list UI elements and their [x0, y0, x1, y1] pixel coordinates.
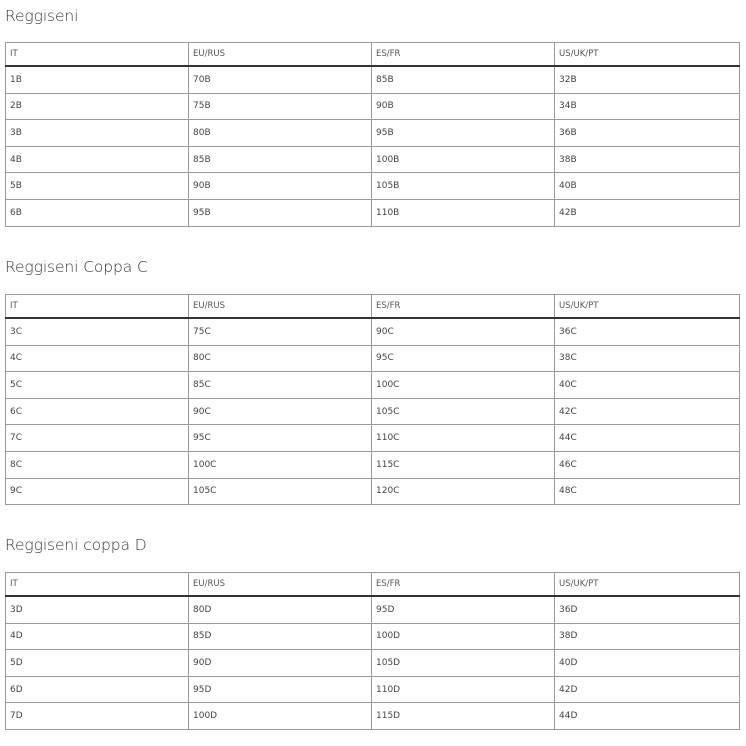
table-row [6, 199, 740, 226]
header-es-fr: ES/FR [372, 295, 555, 319]
header-es-fr: ES/FR [372, 43, 555, 67]
cell: 3B [6, 120, 189, 147]
cell: 115C [372, 451, 555, 478]
section-title: Reggiseni coppa D [5, 536, 147, 554]
cell: 2B [6, 93, 189, 120]
cell: 100C [372, 372, 555, 399]
table-row [6, 703, 740, 730]
header-us-uk-pt: US/UK/PT [555, 573, 740, 597]
cell: 7D [6, 703, 189, 730]
cell: 85B [372, 66, 555, 93]
table-row [6, 398, 740, 425]
cell: 75C [189, 318, 372, 345]
cell: 80C [189, 345, 372, 372]
table-row [6, 66, 740, 93]
cell: 36D [555, 596, 740, 623]
table-row [6, 93, 740, 120]
header-eu-rus: EU/RUS [189, 573, 372, 597]
cell: 70B [189, 66, 372, 93]
cell: 85D [189, 623, 372, 650]
cell: 95B [372, 120, 555, 147]
table-row [6, 623, 740, 650]
header-es-fr: ES/FR [372, 573, 555, 597]
cell: 95B [189, 199, 372, 226]
table-header-row [6, 295, 740, 319]
table-row [6, 318, 740, 345]
cell: 42D [555, 676, 740, 703]
cell: 8C [6, 451, 189, 478]
cell: 105B [372, 173, 555, 200]
cell: 6C [6, 398, 189, 425]
cell: 90B [372, 93, 555, 120]
cell: 110B [372, 199, 555, 226]
cell: 38C [555, 345, 740, 372]
cell: 9C [6, 478, 189, 505]
header-us-uk-pt: US/UK/PT [555, 295, 740, 319]
cell: 120C [372, 478, 555, 505]
cell: 36C [555, 318, 740, 345]
cell: 42C [555, 398, 740, 425]
cell: 110C [372, 425, 555, 452]
cell: 100C [189, 451, 372, 478]
cell: 36B [555, 120, 740, 147]
table-row [6, 146, 740, 173]
cell: 42B [555, 199, 740, 226]
table-row [6, 345, 740, 372]
size-section-c [5, 257, 740, 497]
cell: 80D [189, 596, 372, 623]
cell: 95C [189, 425, 372, 452]
cell: 110D [372, 676, 555, 703]
cell: 1B [6, 66, 189, 93]
section-title: Reggiseni [5, 7, 79, 25]
size-section-d [5, 535, 740, 722]
cell: 95D [372, 596, 555, 623]
cell: 44C [555, 425, 740, 452]
size-section-b [5, 6, 740, 218]
section-title: Reggiseni Coppa C [5, 258, 148, 276]
table-row [6, 173, 740, 200]
cell: 5B [6, 173, 189, 200]
cell: 5C [6, 372, 189, 399]
cell: 75B [189, 93, 372, 120]
cell: 46C [555, 451, 740, 478]
table-header-row [6, 43, 740, 67]
header-it: IT [6, 43, 189, 67]
cell: 105C [372, 398, 555, 425]
cell: 38D [555, 623, 740, 650]
cell: 40B [555, 173, 740, 200]
cell: 3C [6, 318, 189, 345]
cell: 44D [555, 703, 740, 730]
cell: 115D [372, 703, 555, 730]
cell: 3D [6, 596, 189, 623]
cell: 100D [372, 623, 555, 650]
table-row [6, 120, 740, 147]
cell: 6D [6, 676, 189, 703]
cell: 34B [555, 93, 740, 120]
cell: 90C [189, 398, 372, 425]
cell: 7C [6, 425, 189, 452]
cell: 4B [6, 146, 189, 173]
cell: 38B [555, 146, 740, 173]
header-it: IT [6, 295, 189, 319]
header-it: IT [6, 573, 189, 597]
header-eu-rus: EU/RUS [189, 43, 372, 67]
cell: 5D [6, 650, 189, 677]
cell: 85C [189, 372, 372, 399]
cell: 100D [189, 703, 372, 730]
cell: 85B [189, 146, 372, 173]
cell: 48C [555, 478, 740, 505]
cell: 95D [189, 676, 372, 703]
size-table [5, 294, 740, 505]
table-row [6, 478, 740, 505]
cell: 6B [6, 199, 189, 226]
header-eu-rus: EU/RUS [189, 295, 372, 319]
table-row [6, 596, 740, 623]
cell: 105C [189, 478, 372, 505]
table-row [6, 451, 740, 478]
cell: 90C [372, 318, 555, 345]
cell: 4C [6, 345, 189, 372]
table-row [6, 650, 740, 677]
cell: 32B [555, 66, 740, 93]
size-table [5, 572, 740, 730]
cell: 105D [372, 650, 555, 677]
cell: 100B [372, 146, 555, 173]
table-row [6, 372, 740, 399]
cell: 40C [555, 372, 740, 399]
cell: 40D [555, 650, 740, 677]
table-row [6, 676, 740, 703]
size-table [5, 42, 740, 227]
cell: 95C [372, 345, 555, 372]
cell: 90B [189, 173, 372, 200]
cell: 80B [189, 120, 372, 147]
cell: 90D [189, 650, 372, 677]
table-row [6, 425, 740, 452]
table-header-row [6, 573, 740, 597]
header-us-uk-pt: US/UK/PT [555, 43, 740, 67]
cell: 4D [6, 623, 189, 650]
